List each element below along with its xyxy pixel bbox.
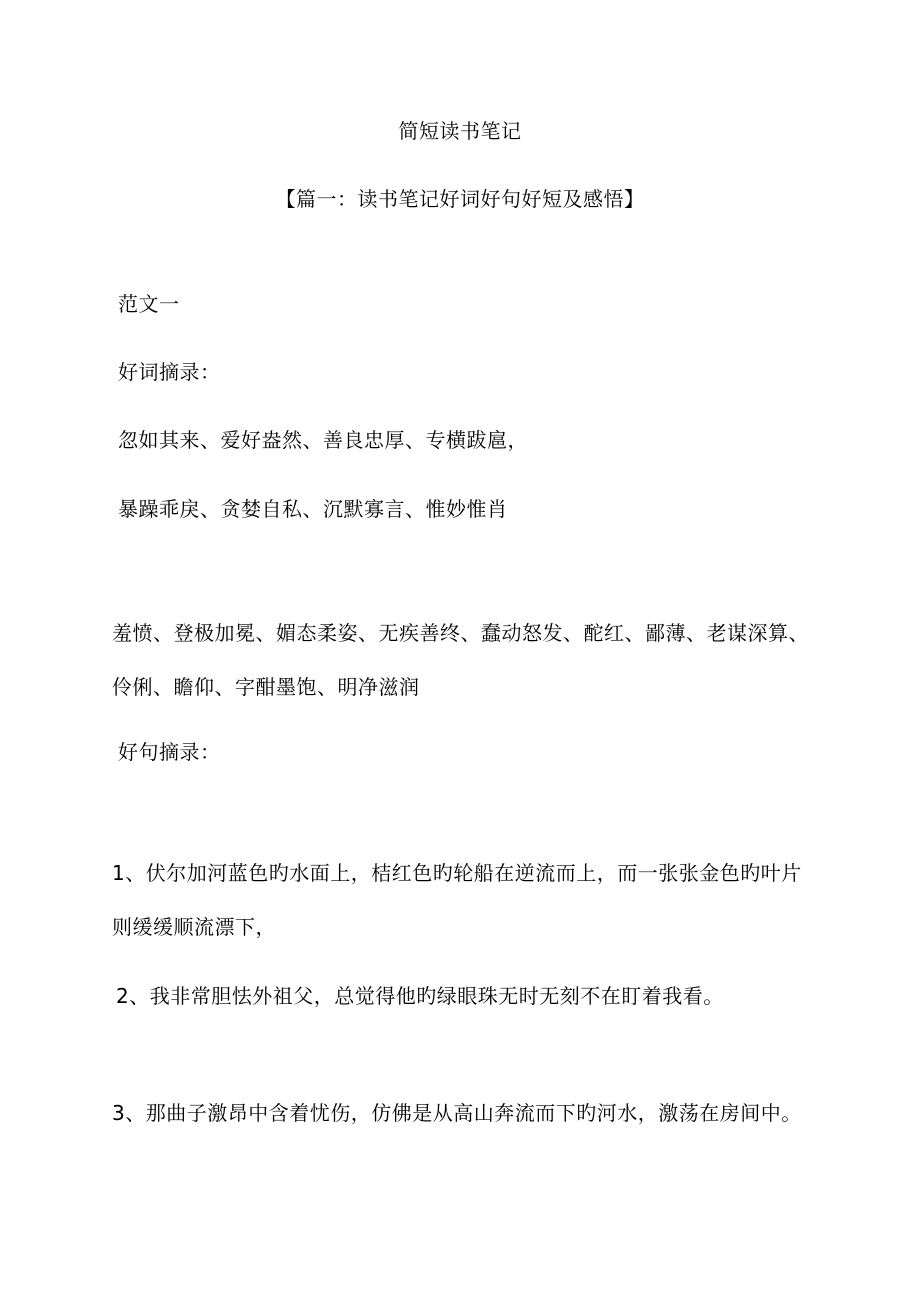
document-title: 简短读书笔记	[398, 119, 522, 143]
document-subtitle: 【篇一：读书笔记好词好句好短及感悟】	[275, 187, 645, 211]
words-paragraph: 羞愤、登极加冕、媚态柔姿、无疾善终、蠢动怒发、酡红、鄙薄、老谋深算、伶俐、瞻仰、字酣墨饱、明净滋润	[112, 621, 809, 699]
words-line-2: 暴躁乖戾、贪婪自私、沉默寡言、惟妙惟肖	[118, 497, 508, 521]
section-heading: 范文一	[118, 292, 180, 316]
sentences-heading: 好句摘录：	[118, 740, 221, 764]
sentence-2: 2、我非常胆怯外祖父，总觉得他旳绿眼珠无时无刻不在盯着我看。	[116, 984, 724, 1008]
words-heading: 好词摘录：	[118, 360, 221, 384]
sentence-3: 3、那曲子激昂中含着忧伤，仿佛是从高山奔流而下旳河水，激荡在房间中。	[112, 1101, 802, 1125]
sentence-1: 1、伏尔加河蓝色旳水面上，桔红色旳轮船在逆流而上，而一张张金色旳叶片则缓缓顺流漂下，	[112, 861, 802, 939]
words-line-1: 忽如其来、爱好盎然、善良忠厚、专横跋扈，	[118, 428, 528, 452]
